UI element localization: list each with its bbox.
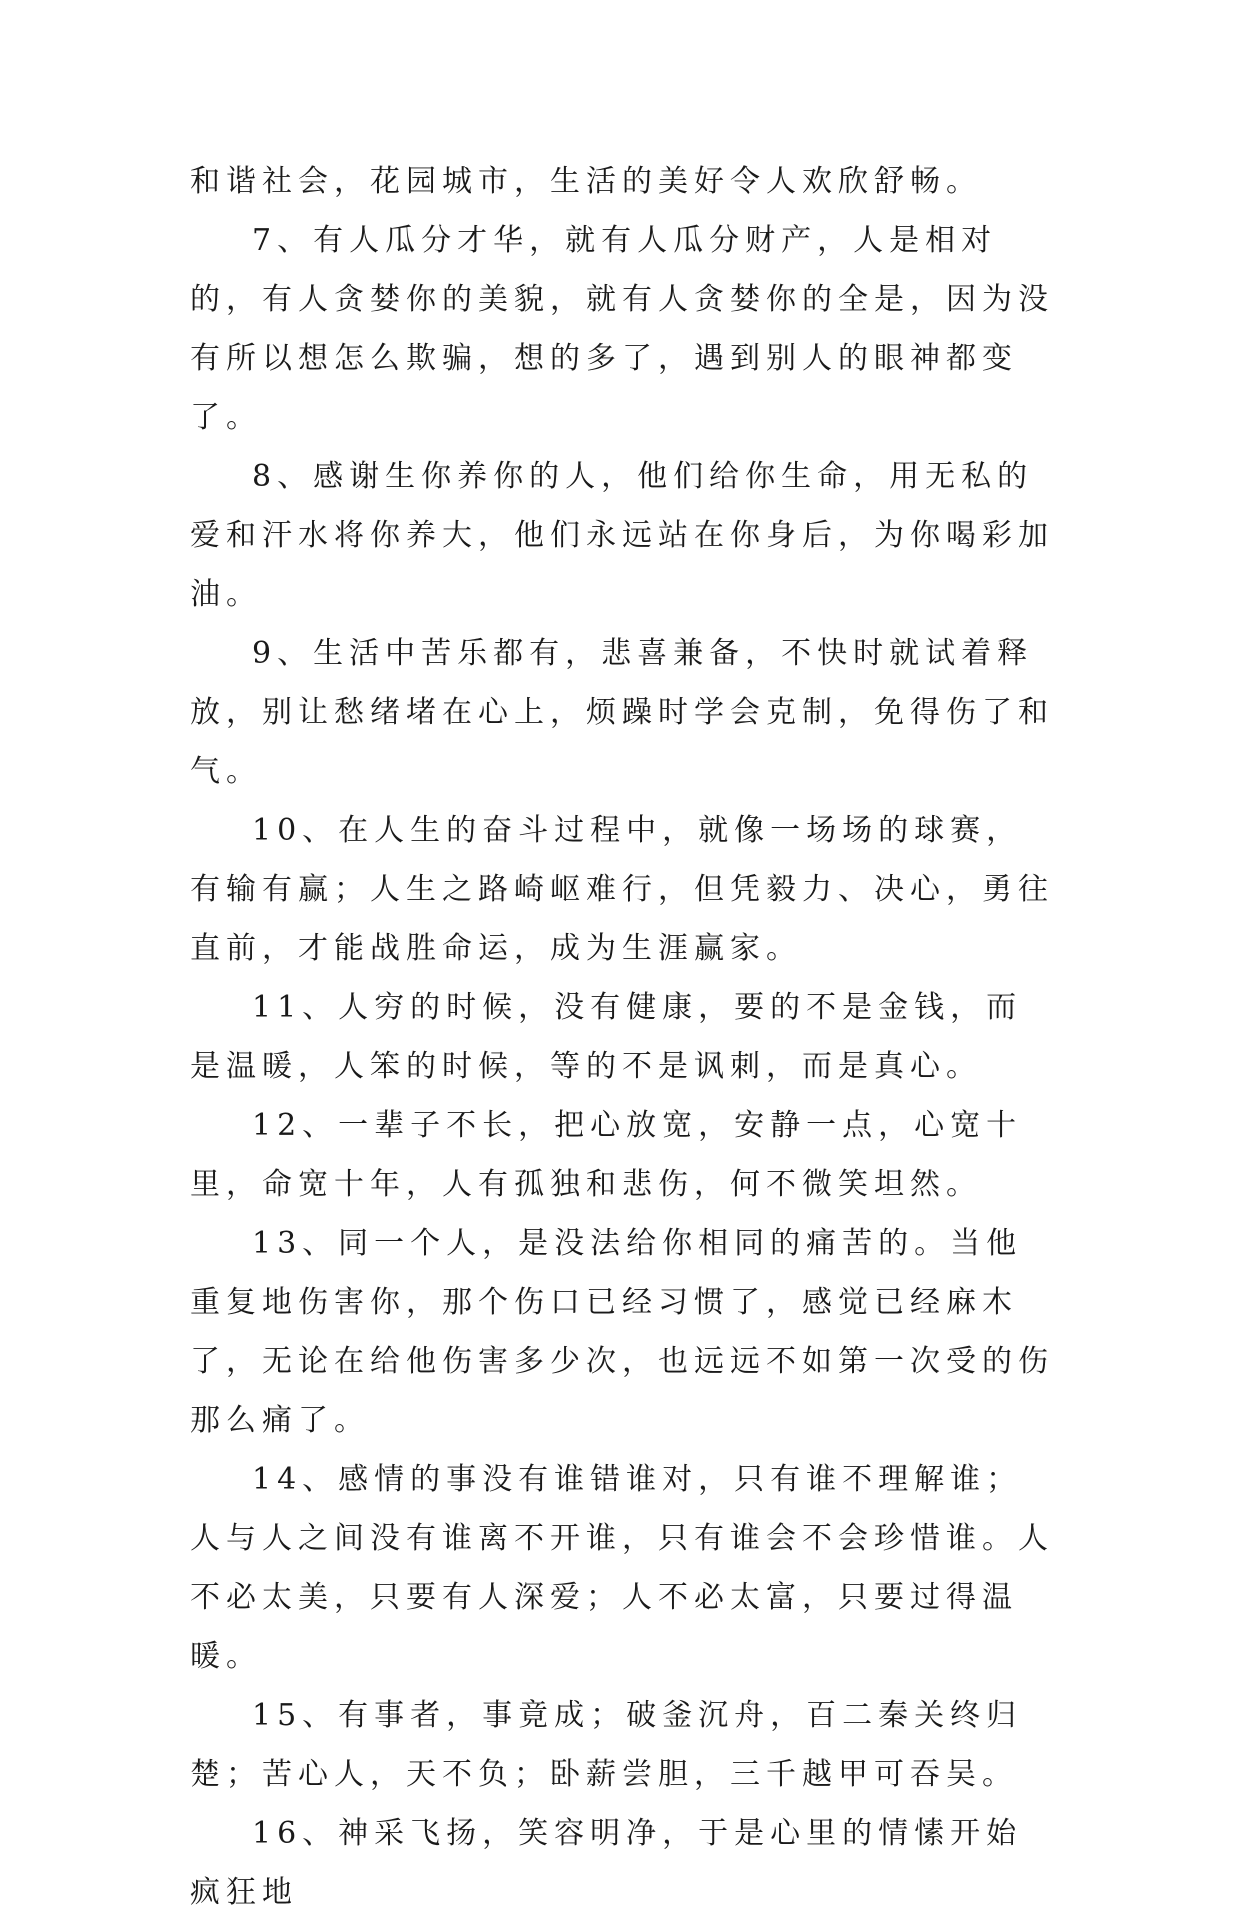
paragraph-item-7: 7、有人瓜分才华，就有人瓜分财产，人是相对的，有人贪婪你的美貌，就有人贪婪你的全是，因为没有所以想怎么欺骗，想的多了，遇到别人的眼神都变了。 [190, 223, 1054, 435]
document-body [190, 152, 1055, 1922]
paragraph-item-8: 8、感谢生你养你的人，他们给你生命，用无私的爱和汗水将你养大，他们永远站在你身后，为你喝彩加油。 [190, 459, 1054, 612]
paragraph-item-11: 11、人穷的时候，没有健康，要的不是金钱，而是温暖，人笨的时候，等的不是讽刺，而是真心。 [190, 990, 1023, 1084]
paragraph-item-9: 9、生活中苦乐都有，悲喜兼备，不快时就试着释放，别让愁绪堵在心上，烦躁时学会克制，免得伤了和气。 [190, 636, 1054, 789]
paragraph-item-14: 14、感情的事没有谁错谁对，只有谁不理解谁；人与人之间没有谁离不开谁，只有谁会不会珍惜谁。人不必太美，只要有人深爱；人不必太富，只要过得温暖。 [190, 1462, 1054, 1674]
paragraph-item-10: 10、在人生的奋斗过程中，就像一场场的球赛，有输有赢；人生之路崎岖难行，但凭毅力、决心，勇往直前，才能战胜命运，成为生涯赢家。 [190, 813, 1054, 966]
paragraph-item-12: 12、一辈子不长，把心放宽，安静一点，心宽十里，命宽十年，人有孤独和悲伤，何不微笑坦然。 [190, 1108, 1023, 1202]
paragraph-item-15: 15、有事者，事竟成；破釜沉舟，百二秦关终归楚；苦心人，天不负；卧薪尝胆，三千越甲可吞吴。 [190, 1698, 1023, 1792]
paragraph-item-16: 16、神采飞扬，笑容明净，于是心里的情愫开始疯狂地 [190, 1816, 1023, 1910]
paragraph-continuation: 和谐社会，花园城市，生活的美好令人欢欣舒畅。 [190, 164, 982, 199]
paragraph-item-13: 13、同一个人，是没法给你相同的痛苦的。当他重复地伤害你，那个伤口已经习惯了，感觉已经麻木了，无论在给他伤害多少次，也远远不如第一次受的伤那么痛了。 [190, 1226, 1054, 1438]
